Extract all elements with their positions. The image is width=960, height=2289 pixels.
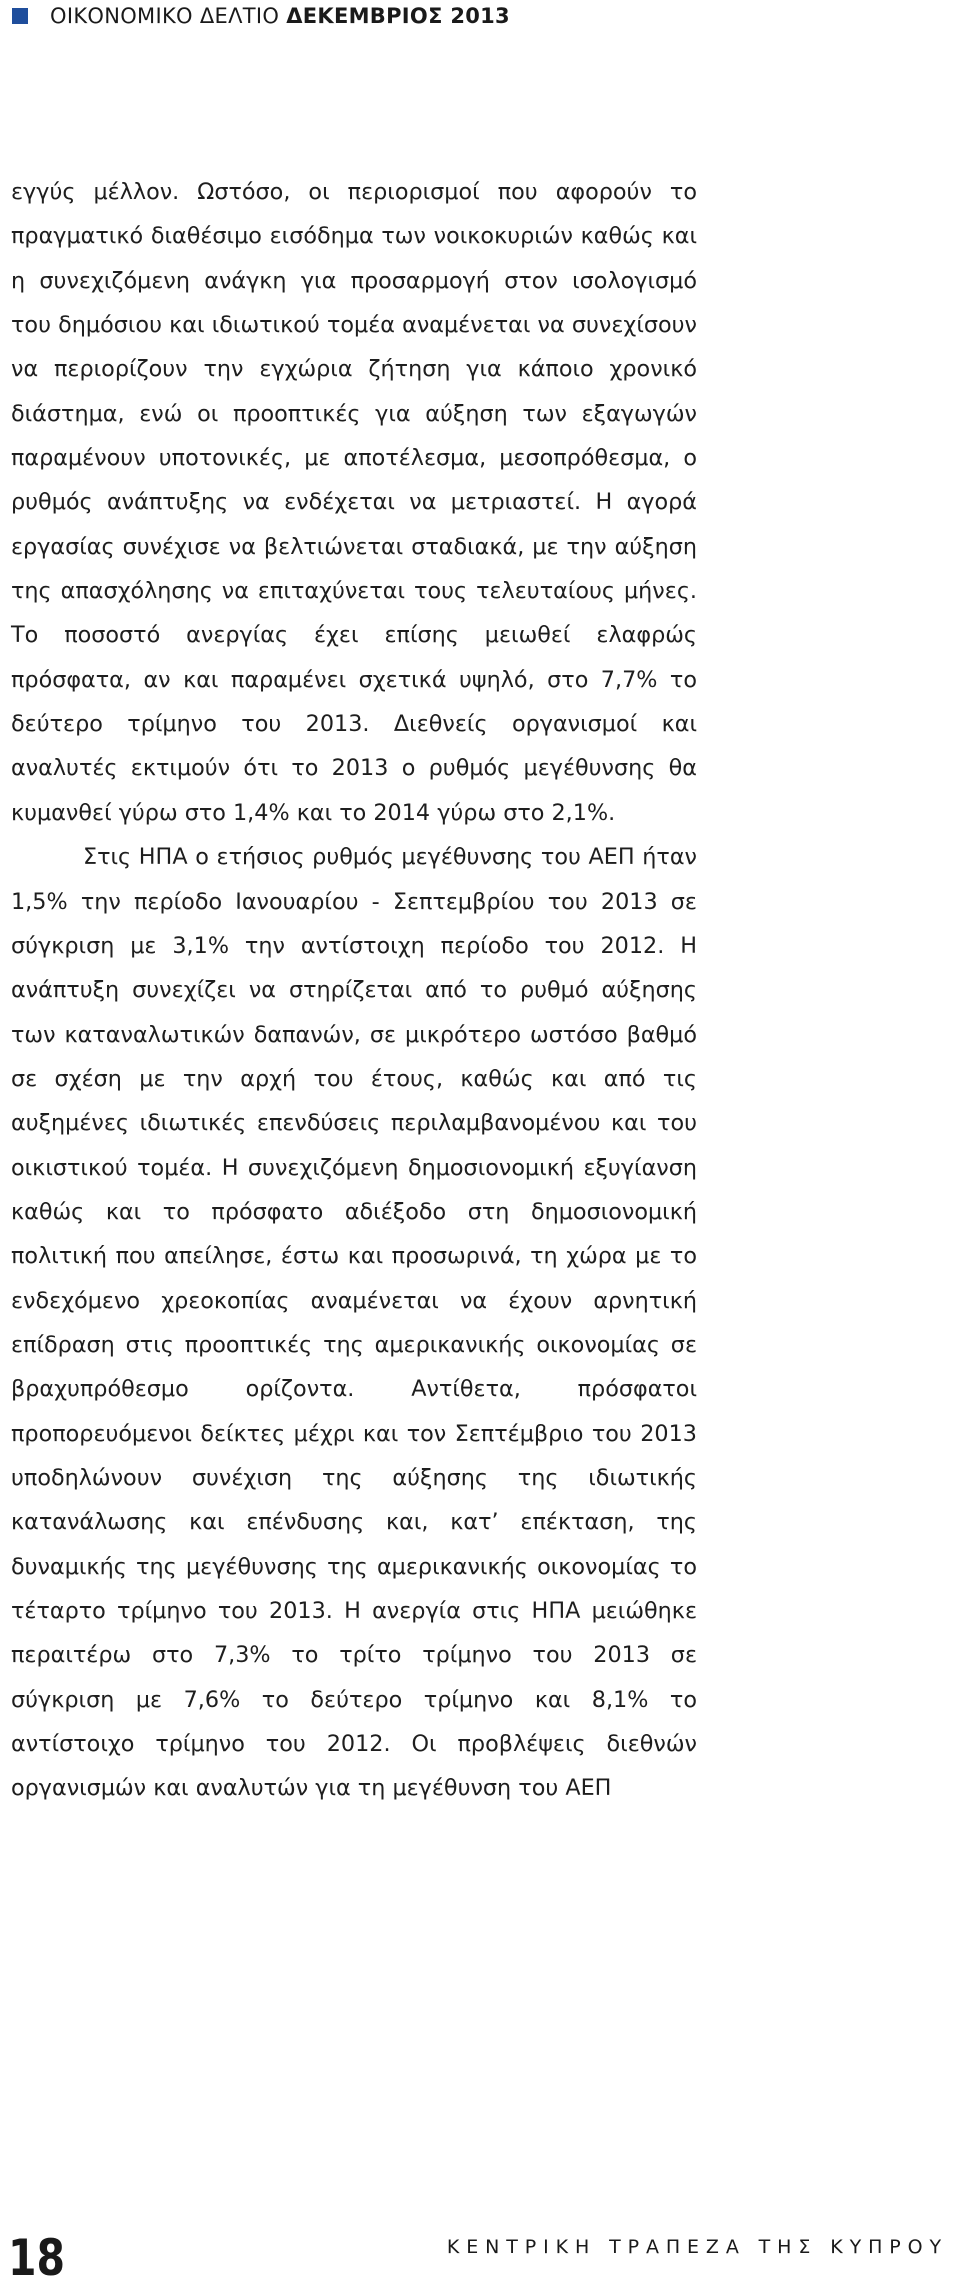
header-issue: ΔΕΚΕΜΒΡΙΟΣ 2013: [286, 4, 510, 28]
footer-organization: ΚΕΝΤΡΙΚΗ ΤΡΑΠΕΖΑ ΤΗΣ ΚΥΠΡΟΥ: [446, 2236, 948, 2258]
header-square-marker: [12, 8, 28, 24]
running-header: [12, 4, 510, 28]
paragraph-2: Στις ΗΠΑ ο ετήσιος ρυθμός μεγέθυνσης του ΑΕΠ ήταν 1,5% την περίοδο Ιανουαρίου - Σεπτεμβρίου του 2013 σε σύγκριση με 3,1% την αντίστοιχη περίοδο του 2012. Η ανάπτυξη συνεχίζει να στηρίζεται από το ρυθμό αύξησης των καταναλωτικών δαπανών, σε μικρότερο ωστόσο βαθμό σε σχέση με την αρχή του έτους, καθώς και από τις αυξημένες ιδιωτικές επενδύσεις περιλαμβανομένου και του οικιστικού τομέα. Η συνεχιζόμενη δημοσιονομική εξυγίανση καθώς και το πρόσφατο αδιέξοδο στη δημοσιονομική πολιτική που απείλησε, έστω και προσωρινά, τη χώρα με το ενδεχόμενο χρεοκοπίας αναμένεται να έχουν αρνητική επίδραση στις προοπτικές της αμερικανικής οικονομίας σε βραχυπρόθεσμο ορίζοντα. Αντίθετα, πρόσφατοι προπορευόμενοι δείκτες μέχρι και τον Σεπτέμβριο του 2013 υποδηλώνουν συνέχιση της αύξησης της ιδιωτικής κατανάλωσης και επένδυσης και, κατ’ επέκταση, της δυναμικής της μεγέθυνσης της αμερικανικής οικονομίας το τέταρτο τρίμηνο του 2013. Η ανεργία στις ΗΠΑ μειώθηκε περαιτέρω στο 7,3% το τρίτο τρίμηνο του 2013 σε σύγκριση με 7,6% το δεύτερο τρίμηνο και 8,1% το αντίστοιχο τρίμηνο του 2012. Οι προβλέψεις διεθνών οργανισμών και αναλυτών για τη μεγέθυνση του ΑΕΠ: [11, 844, 697, 1802]
header-publication: ΟΙΚΟΝΟΜΙΚΟ ΔΕΛΤΙΟ: [50, 4, 280, 28]
header-title: [50, 4, 510, 28]
paragraph-1: εγγύς μέλλον. Ωστόσο, οι περιορισμοί που αφορούν το πραγματικό διαθέσιμο εισόδημα των νοικοκυριών καθώς και η συνεχιζόμενη ανάγκη για προσαρμογή στον ισολογισμό του δημόσιου και ιδιωτικού τομέα αναμένεται να συνεχίσουν να περιορίζουν την εγχώρια ζήτηση για κάποιο χρονικό διάστημα, ενώ οι προοπτικές για αύξηση των εξαγωγών παραμένουν υποτονικές, με αποτέλεσμα, μεσοπρόθεσμα, ο ρυθμός ανάπτυξης να ενδέχεται να μετριαστεί. Η αγορά εργασίας συνέχισε να βελτιώνεται σταδιακά, με την αύξηση της απασχόλησης να επιταχύνεται τους τελευταίους μήνες. Το ποσοστό ανεργίας έχει επίσης μειωθεί ελαφρώς πρόσφατα, αν και παραμένει σχετικά υψηλό, στο 7,7% το δεύτερο τρίμηνο του 2013. Διεθνείς οργανισμοί και αναλυτές εκτιμούν ότι το 2013 ο ρυθμός μεγέθυνσης θα κυμανθεί γύρω στο 1,4% και το 2014 γύρω στο 2,1%.: [11, 179, 697, 826]
body-text: [11, 170, 697, 1811]
page-number: 18: [8, 2229, 66, 2287]
